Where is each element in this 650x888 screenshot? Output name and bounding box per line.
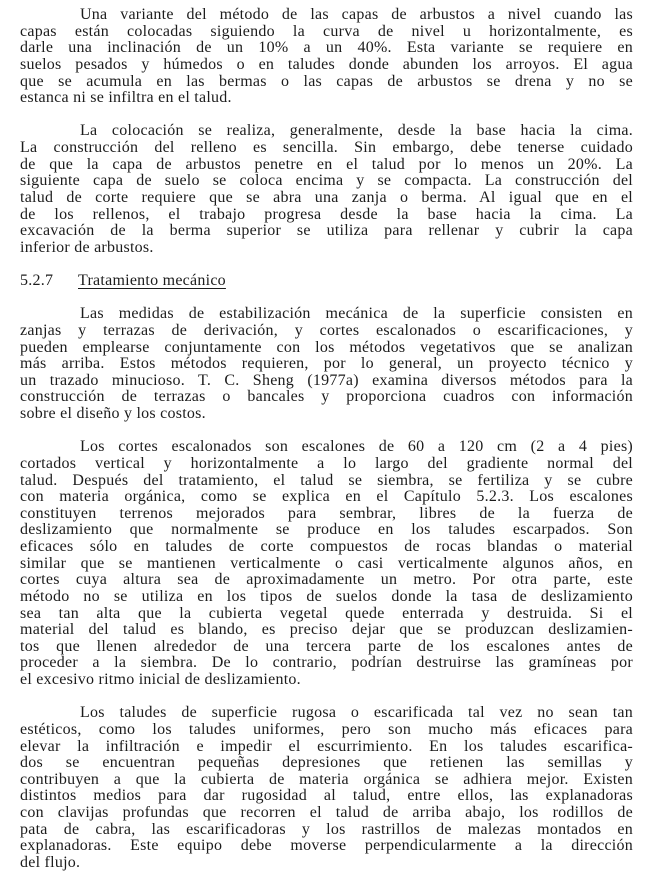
text-line: proceder a la siembra. De lo contrario, podrían destruirse las gramíneas por [20,654,633,672]
text-line: contribuyen a que la cubierta de materia orgánica se adhiera mejor. Existen [20,770,633,788]
paragraph [20,439,633,688]
text-line: Los taludes de superficie rugosa o escarificada tal vez no sean tan [80,704,633,722]
paragraph [20,306,633,422]
text-line: sea tan alta que la cubierta vegetal quede enterrada y destruida. Si el [20,604,633,622]
document-page [20,7,633,888]
text-line: tos que llenen alrededor de una tercera parte de los escalones antes de [20,637,633,655]
text-line: suelos pesados y húmedos o en taludes donde abunden los arroyos. El agua [20,55,633,73]
text-line: eficaces sólo en taludes de corte compuestos de rocas blandas o material [20,538,633,555]
text-line: del flujo. [20,853,81,871]
body-text-before-section [20,7,633,256]
paragraph [20,705,633,871]
text-line: constituyen terrenos mejorados para sembrar, libres de la fuerza de [20,504,633,522]
text-line: Las medidas de estabilización mecánica de la superficie consisten en [80,305,633,323]
paragraph [20,7,633,107]
text-line: zanjas y terrazas de derivación, y cortes escalonados o escarificaciones, y [20,321,633,339]
text-line: distintos medios para dar rugosidad al talud, entre ellos, las explanadoras [20,787,633,805]
text-line: pata de cabra, las escarificadoras y los rastrillos de malezas montados en [20,820,633,838]
text-line: más arriba. Estos métodos requieren, por lo general, un proyecto técnico y [20,355,633,373]
text-line: material del talud es blando, es preciso dejar que se produzcan deslizamien- [20,621,633,639]
text-line: inferior de arbustos. [20,238,154,256]
text-line: método no se utiliza en los tipos de suelos donde la tasa de deslizamiento [20,587,633,605]
text-line: talud. Después del tratamiento, el talud se siembra, se fertiliza y se cubre [20,471,633,489]
text-line: estéticos, como los taludes uniformes, pero son mucho más eficaces para [20,720,633,738]
text-line: elevar la infiltración e impedir el escurrimiento. En los taludes escarifica- [20,737,633,755]
text-line: capas están colocadas siguiendo la curva de nivel u horizontalmente, es [20,22,633,40]
text-line: pueden emplearse conjuntamente con los métodos vegetativos que se analizan [20,338,633,356]
text-line: La construcción del relleno es sencilla. Sin embargo, debe tenerse cuidado [20,139,633,156]
text-line: Una variante del método de las capas de arbustos a nivel cuando las [80,6,633,23]
text-line: de los rellenos, el trabajo progresa desde la base hacia la cima. La [20,205,633,223]
text-line: el excesivo ritmo inicial de deslizamiento. [20,671,301,688]
section-heading [20,273,633,290]
text-line: deslizamiento que normalmente se produce en los taludes escarpados. Son [20,521,633,539]
text-line: La colocación se realiza, generalmente, desde la base hacia la cima. [80,122,633,140]
section-number: 5.2.7 [20,272,54,289]
body-text-after-section [20,306,633,871]
text-line: explanadoras. Este equipo debe moverse perpendicularmente a la dirección [20,837,633,855]
text-line: darle una inclinación de un 10% a un 40%. Esta variante se requiere en [20,39,633,57]
text-line: construcción de terrazas o bancales y proporciona cuadros con información [20,388,633,406]
text-line: siguiente capa de suelo se coloca encima y se compacta. La construcción del [20,172,633,190]
section-title: Tratamiento mecánico [78,272,226,289]
paragraph [20,123,633,256]
text-line: con clavijas profundas que recorren el talud de arriba abajo, los rodillos de [20,804,633,821]
text-line: talud de corte requiere que se abra una zanja o berma. Al igual que en el [20,188,633,206]
text-line: sobre el diseño y los costos. [20,405,206,422]
text-line: de que la capa de arbustos penetre en el talud por lo menos un 20%. La [20,155,633,173]
text-line: excavación de la berma superior se utiliza para rellenar y cubrir la capa [20,222,633,240]
text-line: Los cortes escalonados son escalones de 60 a 120 cm (2 a 4 pies) [80,438,633,456]
text-line: cortados vertical y horizontalmente a lo largo del gradiente normal del [20,454,633,472]
text-line: cortes cuya altura sea de aproximadamente un metro. Por otra parte, este [20,571,633,589]
text-line: estanca ni se infiltra en el talud. [20,89,232,107]
text-line: con materia orgánica, como se explica en el Capítulo 5.2.3. Los escalones [20,488,633,506]
text-line: similar que se mantienen verticalmente o casi verticalmente algunos años, en [20,554,633,572]
text-line: un trazado minucioso. T. C. Sheng (1977a) examina diversos métodos para la [20,371,633,389]
text-line: que se acumula en las bermas o las capas de arbustos se drena y no se [20,72,633,90]
text-line: dos se encuentran pequeñas depresiones que retienen las semillas y [20,754,633,772]
